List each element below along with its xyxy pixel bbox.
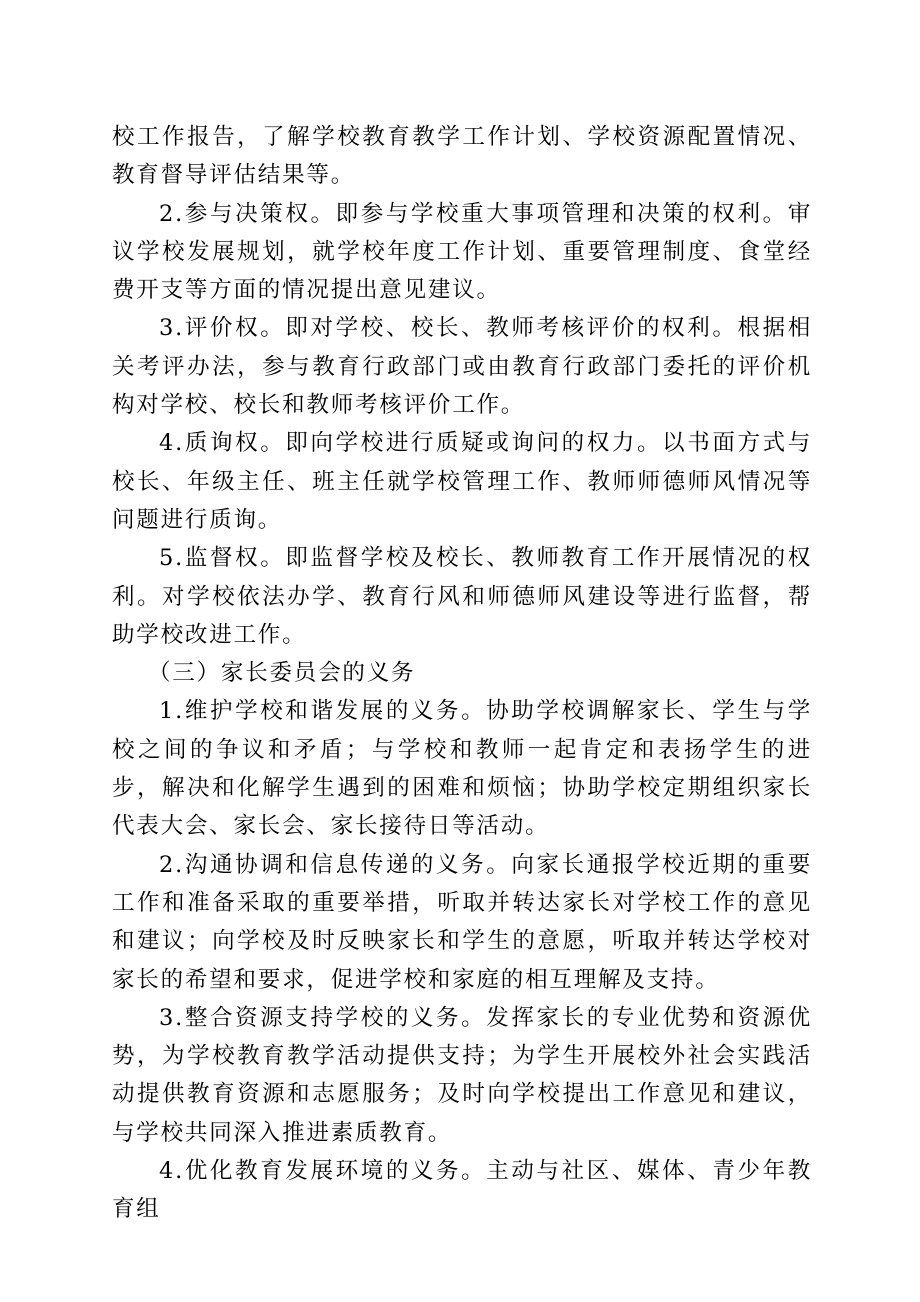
paragraph-evaluation-right: 3.评价权。即对学校、校长、教师考核评价的权利。根据相关考评办法，参与教育行政部门或由教育行政部门委托的评价机构对学校、校长和教师考核评价工作。	[112, 315, 812, 419]
paragraph-decision-right: 2.参与决策权。即参与学校重大事项管理和决策的权利。审议学校发展规划，就学校年度工作计划、重要管理制度、食堂经费开支等方面的情况提出意见建议。	[112, 200, 812, 304]
paragraph-continuation: 校工作报告，了解学校教育教学工作计划、学校资源配置情况、教育督导评估结果等。	[112, 124, 812, 189]
section-heading-obligations: （三）家长委员会的义务	[148, 660, 416, 687]
paragraph-obligation-communication: 2.沟通协调和信息传递的义务。向家长通报学校近期的重要工作和准备采取的重要举措，听取并转达家长对学校工作的意见和建议；向学校及时反映家长和学生的意愿，听取并转达学校对家长的希望和要求，促进学校和家庭的相互理解及支持。	[112, 851, 812, 993]
paragraph-inquiry-right: 4.质询权。即向学校进行质疑或询问的权力。以书面方式与校长、年级主任、班主任就学校管理工作、教师师德师风情况等问题进行质询。	[112, 430, 812, 533]
paragraph-obligation-resources: 3.整合资源支持学校的义务。发挥家长的专业优势和资源优势，为学校教育教学活动提供支持；为学生开展校外社会实践活动提供教育资源和志愿服务；及时向学校提出工作意见和建议，与学校共同深入推进素质教育。	[112, 1004, 812, 1146]
document-page	[112, 118, 812, 1229]
paragraph-obligation-environment: 4.优化教育发展环境的义务。主动与社区、媒体、青少年教育组	[112, 1158, 812, 1223]
paragraph-obligation-harmony: 1.维护学校和谐发展的义务。协助学校调解家长、学生与学校之间的争议和矛盾；与学校和教师一起肯定和表扬学生的进步，解决和化解学生遇到的困难和烦恼；协助学校定期组织家长代表大会、家长会、家长接待日等活动。	[112, 698, 812, 840]
paragraph-supervision-right: 5.监督权。即监督学校及校长、教师教育工作开展情况的权利。对学校依法办学、教育行风和师德师风建设等进行监督，帮助学校改进工作。	[112, 545, 812, 648]
